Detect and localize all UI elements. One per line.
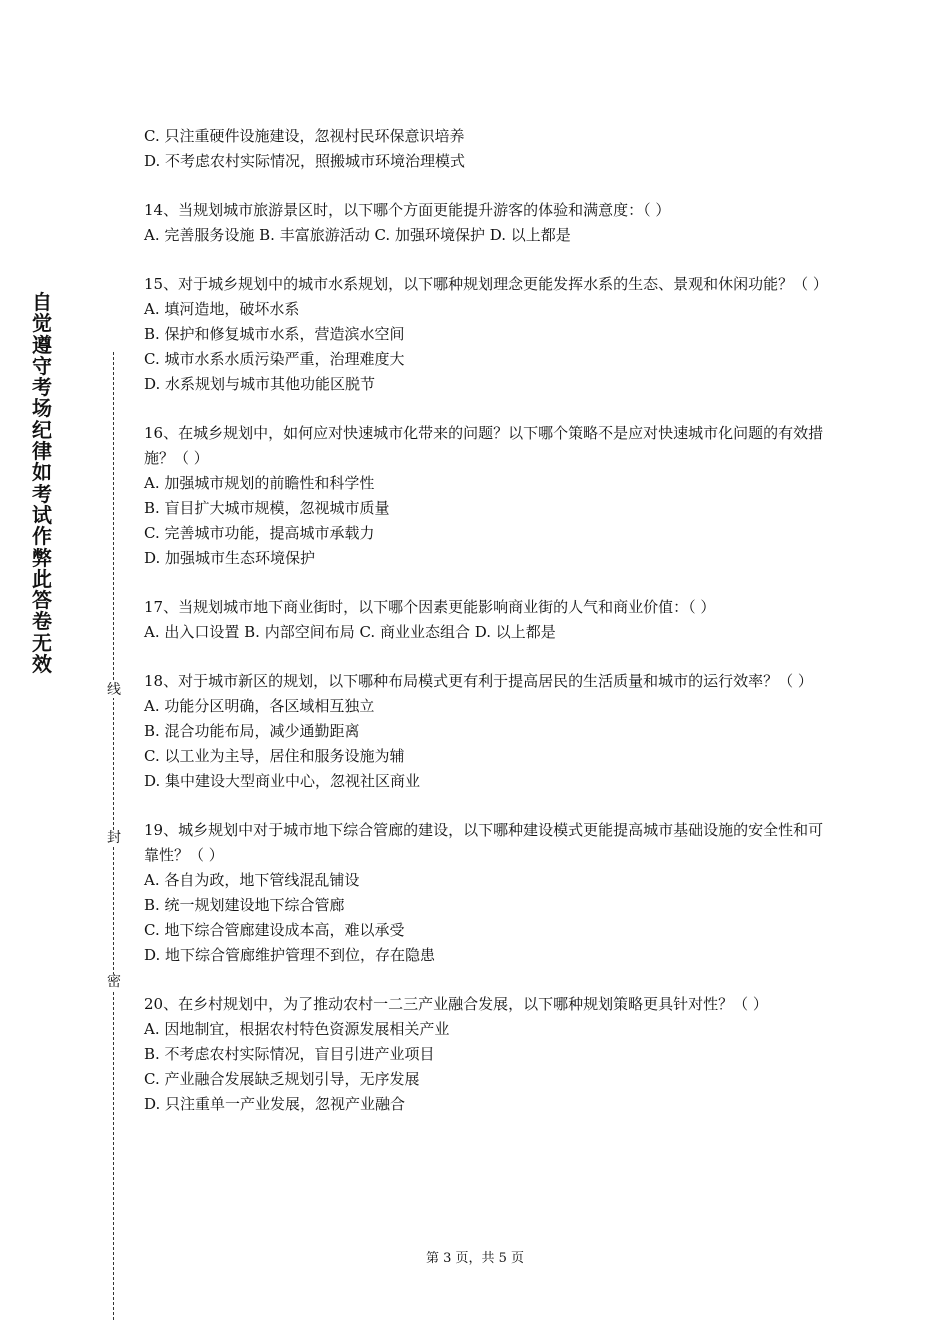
question-19 <box>144 818 824 968</box>
option-line: C. 产业融合发展缺乏规划引导，无序发展 <box>144 1070 420 1088</box>
option-line: B. 保护和修复城市水系，营造滨水空间 <box>144 325 405 343</box>
question-17 <box>144 595 824 645</box>
option-line: C. 只注重硬件设施建设，忽视村民环保意识培养 <box>144 127 465 145</box>
question-14 <box>144 198 824 248</box>
option-line: D. 只注重单一产业发展，忽视产业融合 <box>144 1095 406 1113</box>
question-stem: 19、城乡规划中对于城市地下综合管廊的建设，以下哪种建设模式更能提高城市基础设施的安全性和可靠性？（ ） <box>144 821 824 864</box>
question-stem: 18、对于城市新区的规划，以下哪种布局模式更有利于提高居民的生活质量和城市的运行效率？（ ） <box>144 672 813 690</box>
option-line: C. 以工业为主导，居住和服务设施为辅 <box>144 747 405 765</box>
option-line: A. 加强城市规划的前瞻性和科学性 <box>144 474 375 492</box>
option-line: A. 因地制宜，根据农村特色资源发展相关产业 <box>144 1020 450 1038</box>
question-stem: 16、在城乡规划中，如何应对快速城市化带来的问题？以下哪个策略不是应对快速城市化问题的有效措施？（ ） <box>144 424 824 467</box>
question-18 <box>144 669 824 794</box>
option-line: C. 城市水系水质污染严重，治理难度大 <box>144 350 405 368</box>
question-stem: 20、在乡村规划中，为了推动农村一二三产业融合发展，以下哪种规划策略更具针对性？（ ） <box>144 995 768 1013</box>
option-line: A. 完善服务设施 B. 丰富旅游活动 C. 加强环境保护 D. 以上都是 <box>144 226 571 244</box>
question-list <box>144 124 828 1117</box>
option-line: D. 集中建设大型商业中心，忽视社区商业 <box>144 772 421 790</box>
option-line: D. 地下综合管廊维护管理不到位，存在隐患 <box>144 946 436 964</box>
binding-label-line: 线 <box>107 682 121 698</box>
option-line: D. 不考虑农村实际情况，照搬城市环境治理模式 <box>144 152 466 170</box>
option-line: D. 水系规划与城市其他功能区脱节 <box>144 375 376 393</box>
option-line: C. 地下综合管廊建设成本高，难以承受 <box>144 921 405 939</box>
option-line: B. 统一规划建设地下综合管廊 <box>144 896 345 914</box>
option-line: A. 功能分区明确，各区域相互独立 <box>144 697 375 715</box>
option-line: C. 完善城市功能，提高城市承载力 <box>144 524 375 542</box>
prev-question-options <box>144 124 824 174</box>
question-16 <box>144 421 824 571</box>
question-stem: 14、当规划城市旅游景区时，以下哪个方面更能提升游客的体验和满意度：（ ） <box>144 201 671 219</box>
binding-label-seal: 封 <box>107 830 121 846</box>
option-line: B. 盲目扩大城市规模，忽视城市质量 <box>144 499 390 517</box>
question-stem: 17、当规划城市地下商业街时，以下哪个因素更能影响商业街的人气和商业价值：（ ） <box>144 598 716 616</box>
binding-label-secret: 密 <box>107 974 121 990</box>
option-line: B. 不考虑农村实际情况，盲目引进产业项目 <box>144 1045 435 1063</box>
option-line: D. 加强城市生态环境保护 <box>144 549 316 567</box>
option-line: A. 出入口设置 B. 内部空间布局 C. 商业业态组合 D. 以上都是 <box>144 623 556 641</box>
question-15 <box>144 272 828 397</box>
option-line: B. 混合功能布局，减少通勤距离 <box>144 722 360 740</box>
question-stem: 15、对于城乡规划中的城市水系规划，以下哪种规划理念更能发挥水系的生态、景观和休闲功能？（ ） <box>144 275 828 293</box>
question-20 <box>144 992 824 1117</box>
option-line: A. 各自为政，地下管线混乱铺设 <box>144 871 360 889</box>
page-footer: 第 3 页，共 5 页 <box>425 1251 525 1266</box>
option-line: A. 填河造地，破坏水系 <box>144 300 300 318</box>
exam-discipline-notice: 自觉遵守考场纪律如考试作弊此答卷无效 <box>32 290 52 677</box>
